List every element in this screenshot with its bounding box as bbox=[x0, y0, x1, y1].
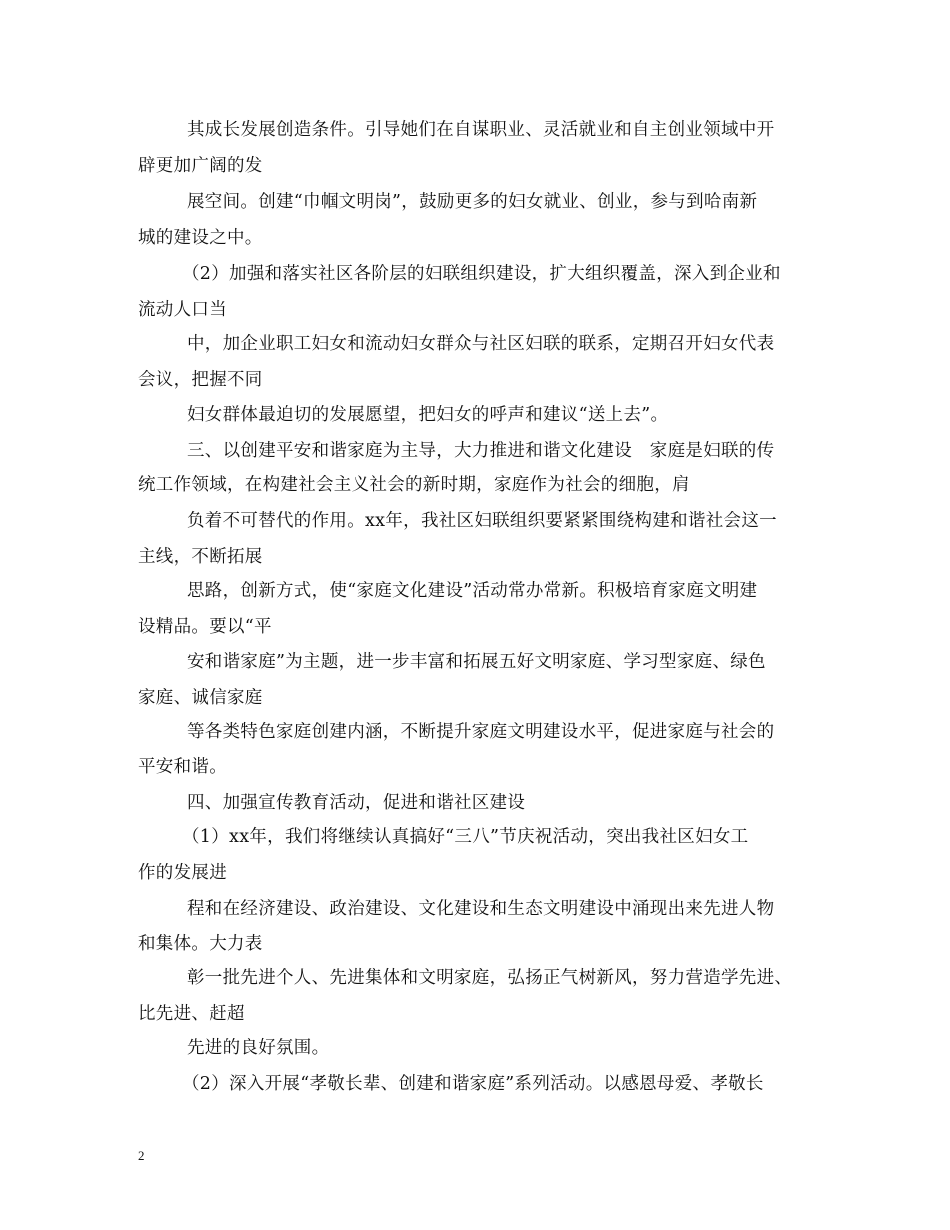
page-number: 2 bbox=[138, 1148, 145, 1163]
text-line: 安和谐家庭”为主题，进一步丰富和拓展五好文明家庭、学习型家庭、绿色 bbox=[187, 652, 766, 672]
text-line: 家庭、诚信家庭 bbox=[138, 688, 263, 708]
text-line: 思路，创新方式，使“家庭文化建设”活动常办常新。积极培育家庭文明建 bbox=[187, 581, 758, 601]
text-line: （1）xx年，我们将继续认真搞好“三八”节庆祝活动，突出我社区妇女工 bbox=[182, 827, 749, 847]
text-line: 彰一批先进个人、先进集体和文明家庭，弘扬正气树新风，努力营造学先进、 bbox=[187, 968, 793, 988]
text-line: 平安和谐。 bbox=[138, 757, 227, 777]
text-line: 先进的良好氛围。 bbox=[187, 1038, 330, 1058]
text-line: （2）加强和落实社区各阶层的妇联组织建设，扩大组织覆盖，深入到企业和 bbox=[182, 264, 781, 284]
text-line: （2）深入开展“孝敬长辈、创建和谐家庭”系列活动。以感恩母爱、孝敬长 bbox=[182, 1074, 764, 1094]
text-line: 会议，把握不同 bbox=[138, 370, 263, 390]
section-heading-3: 三、以创建平安和谐家庭为主导，大力推进和谐文化建设 家庭是妇联的传 bbox=[187, 441, 775, 461]
text-line: 流动人口当 bbox=[138, 300, 227, 320]
section-heading-4: 四、加强宣传教育活动，促进和谐社区建设 bbox=[187, 793, 526, 813]
text-line: 妇女群体最迫切的发展愿望，把妇女的呼声和建议“送上去”。 bbox=[187, 405, 669, 425]
text-line: 辟更加广阔的发 bbox=[138, 156, 263, 176]
text-line: 展空间。创建“巾帼文明岗”，鼓励更多的妇女就业、创业，参与到哈南新 bbox=[187, 192, 758, 212]
text-line: 中，加企业职工妇女和流动妇女群众与社区妇联的联系，定期召开妇女代表 bbox=[187, 334, 775, 354]
text-line: 等各类特色家庭创建内涵，不断提升家庭文明建设水平，促进家庭与社会的 bbox=[187, 722, 775, 742]
text-line: 比先进、赶超 bbox=[138, 1004, 245, 1024]
text-line: 程和在经济建设、政治建设、文化建设和生态文明建设中涌现出来先进人物 bbox=[187, 899, 775, 919]
text-line: 和集体。大力表 bbox=[138, 934, 263, 954]
text-line: 负着不可替代的作用。xx年，我社区妇联组织要紧紧围绕构建和谐社会这一 bbox=[187, 511, 777, 531]
text-line: 其成长发展创造条件。引导她们在自谋职业、灵活就业和自主创业领域中开 bbox=[187, 120, 775, 140]
text-line: 设精品。要以“平 bbox=[138, 617, 272, 637]
text-line: 主线，不断拓展 bbox=[138, 547, 263, 567]
text-line: 城的建设之中。 bbox=[138, 228, 263, 248]
text-line: 作的发展进 bbox=[138, 863, 227, 883]
text-line: 统工作领域，在构建社会主义社会的新时期，家庭作为社会的细胞，肩 bbox=[138, 475, 690, 495]
